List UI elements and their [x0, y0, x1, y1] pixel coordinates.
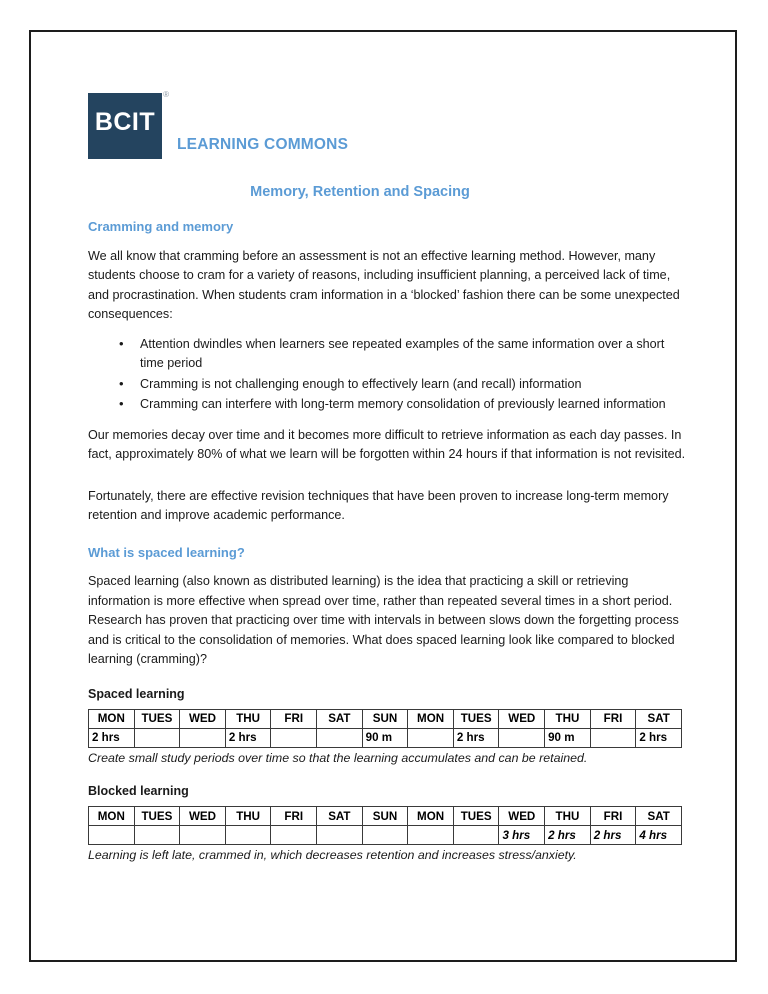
bcit-logo-text: BCIT — [94, 108, 156, 136]
table-header-cell: SAT — [317, 807, 363, 826]
table-header-cell: THU — [545, 807, 591, 826]
paragraph-fortunately: Fortunately, there are effective revision techniques that have been proven to increase long-term memory retention and improve academic performance. — [88, 488, 669, 523]
table-cell — [89, 826, 135, 845]
table-header-cell: MON — [408, 709, 454, 728]
table-cell: 4 hrs — [636, 826, 682, 845]
learning-commons-title: LEARNING COMMONS — [177, 136, 349, 153]
table-header-cell: FRI — [271, 807, 317, 826]
table-cell — [317, 826, 363, 845]
section-heading-spaced-learning: What is spaced learning? — [88, 544, 245, 560]
paragraph-cramming-intro: We all know that cramming before an assessment is not an effective learning method. However, many students choose to cram for a variety of reasons, including insufficient planning, a perceived lack of time, and procrastination. When students cram information in a ‘blocked’ fashion there can be some unexpected consequences: — [88, 248, 680, 322]
table-header-cell: SAT — [636, 709, 682, 728]
table-header-cell: WED — [499, 807, 545, 826]
table-header-cell: TUES — [453, 807, 499, 826]
table-header-cell: MON — [89, 709, 135, 728]
table-header-cell: SUN — [362, 709, 408, 728]
table-header-cell: FRI — [590, 709, 636, 728]
table-cell: 2 hrs — [453, 728, 499, 747]
sub-heading-spaced-learning: Spaced learning — [88, 686, 185, 701]
table-cell: 2 hrs — [225, 728, 271, 747]
table-header-cell: TUES — [134, 807, 180, 826]
table-header-cell: SUN — [362, 807, 408, 826]
table-header-cell: SAT — [636, 807, 682, 826]
spaced-learning-caption: Create small study periods over time so that the learning accumulates and can be retained. — [88, 750, 588, 765]
table-cell — [453, 826, 499, 845]
table-header-cell: THU — [545, 709, 591, 728]
table-cell — [590, 728, 636, 747]
section-heading-cramming: Cramming and memory — [88, 219, 234, 234]
document-page-frame — [29, 30, 737, 962]
table-header-cell: FRI — [271, 709, 317, 728]
table-header-cell: WED — [180, 709, 226, 728]
list-item: • Attention dwindles when learners see repeated examples of the same information over a short time period — [140, 335, 688, 374]
paragraph-spaced-learning: Spaced learning (also known as distributed learning) is the idea that practicing a skill or retrieving information is more effective when spread over time, rather than repeated several times in a short period. Research has proven that practicing over time with intervals in between slows down the forgetting process and is critical to the consolidation of memories. What does spaced learning look like compared to blocked learning (cramming)? — [88, 574, 679, 667]
table-cell — [134, 826, 180, 845]
table-cell: 90 m — [545, 728, 591, 747]
table-header-cell: WED — [499, 709, 545, 728]
spaced-learning-table — [88, 709, 682, 748]
table-header-cell: MON — [408, 807, 454, 826]
table-cell: 2 hrs — [545, 826, 591, 845]
table-header-cell: WED — [180, 807, 226, 826]
list-item: • Cramming can interfere with long-term memory consolidation of previously learned information — [140, 395, 688, 415]
table-cell: 90 m — [362, 728, 408, 747]
blocked-learning-caption: Learning is left late, crammed in, which decreases retention and increases stress/anxiety. — [88, 848, 577, 863]
table-cell — [499, 728, 545, 747]
table-cell — [225, 826, 271, 845]
bcit-logo — [88, 90, 169, 159]
table-cell — [180, 728, 226, 747]
registered-trademark-icon: ® — [163, 90, 169, 99]
table-row — [89, 728, 682, 747]
table-header-cell: SAT — [317, 709, 363, 728]
table-cell: 3 hrs — [499, 826, 545, 845]
table-header-cell: TUES — [453, 709, 499, 728]
table-cell: 2 hrs — [636, 728, 682, 747]
page-title: Memory, Retention and Spacing — [250, 184, 470, 200]
table-row — [89, 826, 682, 845]
table-header-cell: MON — [89, 807, 135, 826]
table-header-cell: TUES — [134, 709, 180, 728]
table-header-row — [89, 709, 682, 728]
table-cell: 2 hrs — [89, 728, 135, 747]
blocked-learning-table — [88, 806, 682, 845]
cramming-consequences-list — [88, 335, 688, 415]
table-cell: 2 hrs — [590, 826, 636, 845]
table-cell — [180, 826, 226, 845]
table-header-cell: THU — [225, 807, 271, 826]
table-header-row — [89, 807, 682, 826]
paragraph-memory-decay: Our memories decay over time and it becomes more difficult to retrieve information as each day passes. In fact, approximately 80% of what we learn will be forgotten within 24 hours if that information is not revisited. — [88, 427, 686, 462]
table-cell — [408, 826, 454, 845]
table-cell — [317, 728, 363, 747]
table-cell — [271, 826, 317, 845]
table-header-cell: THU — [225, 709, 271, 728]
table-header-cell: FRI — [590, 807, 636, 826]
table-cell — [362, 826, 408, 845]
table-cell — [408, 728, 454, 747]
list-item: • Cramming is not challenging enough to effectively learn (and recall) information — [140, 375, 688, 395]
document-content — [88, 90, 688, 865]
sub-heading-blocked-learning: Blocked learning — [88, 784, 189, 799]
document-header — [88, 90, 688, 172]
table-cell — [134, 728, 180, 747]
table-cell — [271, 728, 317, 747]
